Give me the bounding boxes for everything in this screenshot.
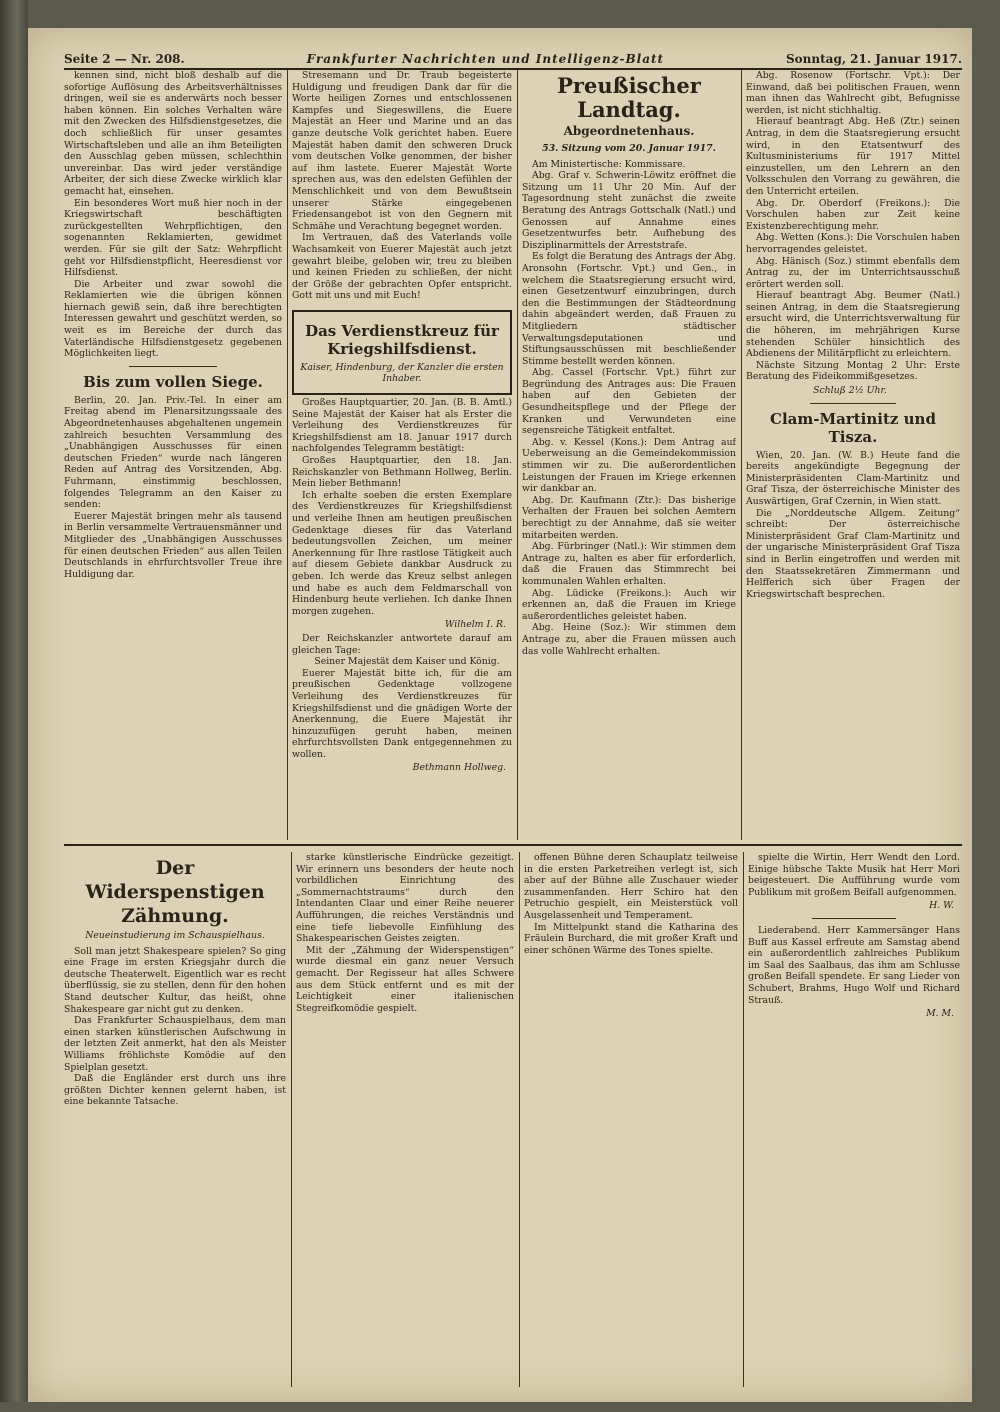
paragraph: Abg. Dr. Kaufmann (Ztr.): Das bisherige Verhalten der Frauen bei solchen Aemtern berechtigt zu der Annahme, daß sie weiter mitarbeiten werden. xyxy=(522,494,736,541)
divider xyxy=(810,403,896,404)
signature: H. W. xyxy=(929,900,954,912)
column-1 xyxy=(64,70,282,840)
signature: M. M. xyxy=(926,1008,954,1020)
divider xyxy=(812,918,897,919)
article-headline: Clam-Martinitz und Tisza. xyxy=(770,409,936,446)
page-edge-right xyxy=(972,0,1000,1412)
paragraph: Der Reichskanzler antwortete darauf am gleichen Tage: xyxy=(292,632,512,656)
paragraph: Stresemann und Dr. Traub begeisterte Huldigung und freudigen Dank dar für die Worte heiligen Zornes und entschlossenen Kampfes und Siegeswillens, die Euere Majestät an Heer und Marine und an das ganze deutsche Volk gerichtet haben. Euere Majestät haben damit den schweren Druck vom deutschen Volke genommen, der bisher auf ihm lastete. Euerer Majestät Worte sprechen aus, was den edelsten Gefühlen der Menschlichkeit und von dem Bewußtsein unserer Stärke eingegebenen Friedensangebot ist von den Gegnern mit Schmähe und Verachtung begegnet worden. xyxy=(292,70,512,232)
article-headline: Preußischer Landtag. xyxy=(557,73,701,122)
paragraph: Soll man jetzt Shakespeare spielen? So ging eine Frage im ersten Kriegsjahr durch die deutsche Theaterwelt. Eigentlich war es recht überflüssig, sie zu stellen, denn für den hohen Stand deutscher Kultur, das heißt, ohne Shakespeare gar nicht gut zu denken. xyxy=(64,945,286,1015)
paragraph: Daß die Engländer erst durch uns ihre größten Dichter kennen gelernt haben, ist eine bekannte Tatsache. xyxy=(64,1073,286,1108)
paragraph: Hierauf beantragt Abg. Beumer (Natl.) seinen Antrag, in dem die Staatsregierung ersucht wird, die Unterrichtsverwaltung für die höheren, im mehrjährigen Kurse stehenden Schüler hinsichtlich des Abdienens der Militärpflicht zu erleichtern. xyxy=(746,290,960,360)
paragraph: Berlin, 20. Jan. Priv.-Tel. In einer am Freitag abend im Plenarsitzungssaale des Abgeordnetenhauses abgehaltenen ungemein zahlreich besuchten Versammlung des „Unabhängigen Ausschusses für einen deutschen Frieden“ wurde nach längeren Reden auf Antrag des Vorsitzenden, Abg. Fuhrmann, einstimmig beschlossen, folgendes Telegramm an den Kaiser zu senden: xyxy=(64,394,282,511)
article-subheadline: Kaiser, Hindenburg, der Kanzler die ersten Inhaber. xyxy=(300,361,504,385)
paragraph: Im Mittelpunkt stand die Katharina des Fräulein Burchard, die mit großer Kraft und einer schönen Wärme des Tones spielte. xyxy=(524,921,738,956)
lower-column-4 xyxy=(748,852,960,1387)
lower-column-1 xyxy=(64,852,286,1387)
paragraph: Seiner Majestät dem Kaiser und König. xyxy=(314,656,500,668)
paragraph: Mit der „Zähmung der Widerspenstigen“ wurde diesmal ein ganz neuer Versuch gemacht. Der Regisseur hat alles Schwere aus dem Stück entfernt und es mit der Leichtigkeit einer italienischen Stegreifkomödie gespielt. xyxy=(296,944,514,1014)
paragraph: starke künstlerische Eindrücke gezeitigt. Wir erinnern uns besonders der heute noch vorbildlichen Einrichtung des „Sommernachtstraums“ durch den Intendanten Claar und einer Reihe neuerer Aufführungen, die reiches Verständnis und eine tiefe liebevolle Einfühlung des Shakespearischen Geistes zeigten. xyxy=(296,852,514,945)
masthead-date: Sonntag, 21. Januar 1917. xyxy=(786,52,962,66)
column-3 xyxy=(522,70,736,840)
divider xyxy=(129,366,216,367)
article-headline: Bis zum vollen Siege. xyxy=(83,372,263,391)
paragraph: Abg. Cassel (Fortschr. Vpt.) führt zur Begründung des Antrages aus: Die Frauen haben auf den Gebieten der Gesundheitspflege und der Pflege der Kranken und Verwundeten eine segensreiche Tätigkeit entfaltet. xyxy=(522,367,736,437)
masthead xyxy=(64,44,962,70)
paragraph: Abg. Hänisch (Soz.) stimmt ebenfalls dem Antrag zu, der im Unterrichtsausschuß erörtert werden soll. xyxy=(746,255,960,290)
newspaper-page xyxy=(28,28,972,1402)
session-line: 53. Sitzung vom 20. Januar 1917. xyxy=(542,143,716,154)
paragraph: Wien, 20. Jan. (W. B.) Heute fand die bereits angekündigte Begegnung der Ministerpräsidenten Clam-Martinitz und Graf Tisza, der österreichische Minister des Auswärtigen, Graf Czernin, in Wien statt. xyxy=(746,449,960,507)
paragraph: Großes Hauptquartier, den 18. Jan. Reichskanzler von Bethmann Hollweg, Berlin. Mein lieber Bethmann! xyxy=(292,455,512,490)
article-headline: Das Verdienstkreuz für Kriegshilfsdienst. xyxy=(305,321,499,358)
paragraph: Abg. Dr. Oberdorf (Freikons.): Die Vorschulen haben zur Zeit keine Existenzberechtigung mehr. xyxy=(746,197,960,232)
paragraph: Das Frankfurter Schauspielhaus, dem man einen starken künstlerischen Aufschwung in der letzten Zeit anmerkt, hat den als Meister Williams fröhlichste Komödie auf den Spielplan gesetzt. xyxy=(64,1015,286,1073)
column-rule xyxy=(741,70,742,840)
paragraph: Großes Hauptquartier, 20. Jan. (B. B. Amtl.) Seine Majestät der Kaiser hat als Erster die Verleihung des Verdienstkreuzes für Kriegshilfsdienst am 18. Januar 1917 durch nachfolgendes Telegramm bestätigt: xyxy=(292,397,512,455)
column-rule xyxy=(519,852,520,1387)
masthead-paper-title: Frankfurter Nachrichten und Intelligenz-Blatt xyxy=(306,52,665,66)
paragraph: Es folgt die Beratung des Antrags der Abg. Aronsohn (Fortschr. Vpt.) und Gen., in welchem die Staatsregierung ersucht wird, einen Gesetzentwurf einzubringen, durch den die Bestimmungen der Städteordnung dahin abgeändert werden, daß Frauen zu Mitgliedern städtischer Verwaltungsdeputationen und Stiftungsausschüssen mit beschließender Stimme bestellt werden können. xyxy=(522,251,736,367)
paragraph: Euerer Majestät bitte ich, für die am preußischen Gedenktage vollzogene Verleihung des Verdienstkreuzes für Kriegshilfsdienst und die gnädigen Worte der Anerkennung, die Euere Majestät ihr hinzuzufügen geruht haben, meinen ehrfurchtsvollsten Dank entgegennehmen zu wollen. xyxy=(292,667,512,760)
paragraph: Abg. Graf v. Schwerin-Löwitz eröffnet die Sitzung um 11 Uhr 20 Min. Auf der Tagesordnung steht zunächst die zweite Beratung des Antrags Gottschalk (Natl.) und Genossen auf Annahme eines Gesetzentwurfes betr. Aufhebung des Disziplinarmittels der Arreststrafe. xyxy=(522,170,736,251)
paragraph: offenen Bühne deren Schauplatz teilweise in die ersten Parketreihen verlegt ist, sich aber auf der Bühne alle Zuschauer wieder zusammenfanden. Herr Schiro hat den Petruchio gespielt, ein Meisterstück voll Ausgelassenheit und Temperament. xyxy=(524,852,738,921)
column-2 xyxy=(292,70,512,840)
article-box xyxy=(292,310,512,395)
article-subheadline: Abgeordnetenhaus. xyxy=(563,124,695,138)
paragraph: Hierauf beantragt Abg. Heß (Ztr.) seinen Antrag, in dem die Staatsregierung ersucht wird, in den Etatsentwurf des Kultusministeriums für 1917 Mittel einzustellen, um den Lehrern an den Volksschulen den Vorrang zu gewähren, die den Unterricht erteilen. xyxy=(746,116,960,197)
masthead-page-number: Seite 2 — Nr. 208. xyxy=(64,52,185,66)
paragraph: Abg. v. Kessel (Kons.): Dem Antrag auf Ueberweisung an die Gemeindekommission stimmen wir zu. Die außerordentlichen Leistungen der Frauen im Kriege erkennen wir dankbar an. xyxy=(522,436,736,495)
paragraph: spielte die Wirtin, Herr Wendt den Lord. Einige hübsche Takte Musik hat Herr Mori beigesteuert. Die Aufführung wurde vom Publikum mit großem Beifall aufgenommen. xyxy=(748,852,960,898)
column-rule xyxy=(291,852,292,1387)
signature: Bethmann Hollweg. xyxy=(412,762,506,774)
section-rule xyxy=(64,844,962,846)
paragraph: Die Arbeiter und zwar sowohl die Reklamierten wie die übrigen können hiernach gewiß sein, daß ihre berechtigten Interessen gewahrt und geschützt werden, so weit es im Bereiche der durch das Vaterländische Hilfsdienstgesetz gegebenen Möglichkeiten liegt. xyxy=(64,278,282,360)
paragraph: Nächste Sitzung Montag 2 Uhr: Erste Beratung des Fideikommißgesetzes. xyxy=(746,359,960,383)
paragraph: Die „Norddeutsche Allgem. Zeitung“ schreibt: Der österreichische Ministerpräsident Graf Clam-Martinitz und der ungarische Ministerpräsident Graf Tisza sind in Berlin eingetroffen und werden mit den Staatssekretären Zimmermann und Helfferich sich über Fragen der Kriegswirtschaft besprechen. xyxy=(746,507,960,600)
paragraph: Abg. Rosenow (Fortschr. Vpt.): Der Einwand, daß bei politischen Frauen, wenn man ihnen das Wahlrecht gibt, Befugnisse werden, ist nicht stichhaltig. xyxy=(746,70,960,116)
paragraph: Liederabend. Herr Kammersänger Hans Buff aus Kassel erfreute am Samstag abend ein außerordentlich zahlreiches Publikum im Saal des Saalbaus, das ihm am Schlusse großen Beifall spendete. Er sang Lieder von Schubert, Brahms, Hugo Wolf und Richard Strauß. xyxy=(748,924,960,1006)
column-4 xyxy=(746,70,960,840)
paragraph: Abg. Fürbringer (Natl.): Wir stimmen dem Antrage zu, halten es aber für erforderlich, daß die Frauen das Stimmrecht bei kommunalen Wahlen erhalten. xyxy=(522,541,736,587)
article-subheadline: Neueinstudierung im Schauspielhaus. xyxy=(85,930,265,941)
lower-column-3 xyxy=(524,852,738,1387)
page-binding-edge xyxy=(0,0,28,1412)
paragraph: Im Vertrauen, daß des Vaterlands volle Wachsamkeit von Euerer Majestät auch jetzt gewahrt bleibe, geloben wir, treu zu bleiben und keinen Frieden zu schließen, der nicht der Größe der gebrachten Opfer entspricht. Gott mit uns und mit Euch! xyxy=(292,232,512,302)
page-edge-bottom xyxy=(0,1402,1000,1412)
paragraph: Am Ministertische: Kommissare. xyxy=(532,158,686,170)
paragraph: Ein besonderes Wort muß hier noch in der Kriegswirtschaft beschäftigten zurückgestellten Wehrpflichtigen, den sogenannten Reklamierten, gewidmet werden. Für sie gilt der Satz: Wehrpflicht geht vor Hilfsdienstpflicht, Heeresdienst vor Hilfsdienst. xyxy=(64,197,282,279)
paragraph: kennen sind, nicht bloß deshalb auf die sofortige Auflösung des Arbeitsverhältnisses dringen, weil sie es anderwärts noch besser haben können. Ein solches Verhalten wäre mit den Zwecken des Hilfsdienstgesetzes, die doch schließlich für unser gesamtes Wirtschaftsleben und alle an ihm Beteiligten den Ausschlag geben müssen, schlechthin unvereinbar. Das wird jeder verständige Arbeiter, der sich diese Zwecke wirklich klar gemacht hat, einsehen. xyxy=(64,70,282,197)
column-rule xyxy=(287,70,288,840)
closing-line: Schluß 2½ Uhr. xyxy=(813,385,887,397)
column-rule xyxy=(743,852,744,1387)
paragraph: Ich erhalte soeben die ersten Exemplare des Verdienstkreuzes für Kriegshilfsdienst und verleihe Ihnen am heutigen preußischen Gedenktage dieses für das Vaterland bedeutungsvollen Zeichen, um meiner Anerkennung für Ihre rastlose Tätigkeit auch auf diesem Gebiete dankbar Ausdruck zu geben. Ich werde das Kreuz selbst anlegen und habe es auch dem Feldmarschall von Hindenburg heute verliehen. Ich danke Ihnen morgen zugehen. xyxy=(292,489,512,617)
article-headline: Der Widerspenstigen Zähmung. xyxy=(85,857,265,927)
lower-column-2 xyxy=(296,852,514,1387)
paragraph: Abg. Lüdicke (Freikons.): Auch wir erkennen an, daß die Frauen im Kriege außerordentliches geleistet haben. xyxy=(522,587,736,622)
paragraph: Abg. Wetten (Kons.): Die Vorschulen haben hervorragendes geleistet. xyxy=(746,232,960,255)
signature: Wilhelm I. R. xyxy=(444,619,506,631)
paragraph: Abg. Heine (Soz.): Wir stimmen dem Antrage zu, aber die Frauen müssen auch das volle Wahlrecht erhalten. xyxy=(522,622,736,657)
paragraph: Euerer Majestät bringen mehr als tausend in Berlin versammelte Vertrauensmänner und Mitglieder des „Unabhängigen Ausschusses für einen deutschen Frieden“ aus allen Teilen Deutschlands in ehrfurchtsvoller Treue ihre Huldigung dar. xyxy=(64,510,282,580)
column-rule xyxy=(517,70,518,840)
